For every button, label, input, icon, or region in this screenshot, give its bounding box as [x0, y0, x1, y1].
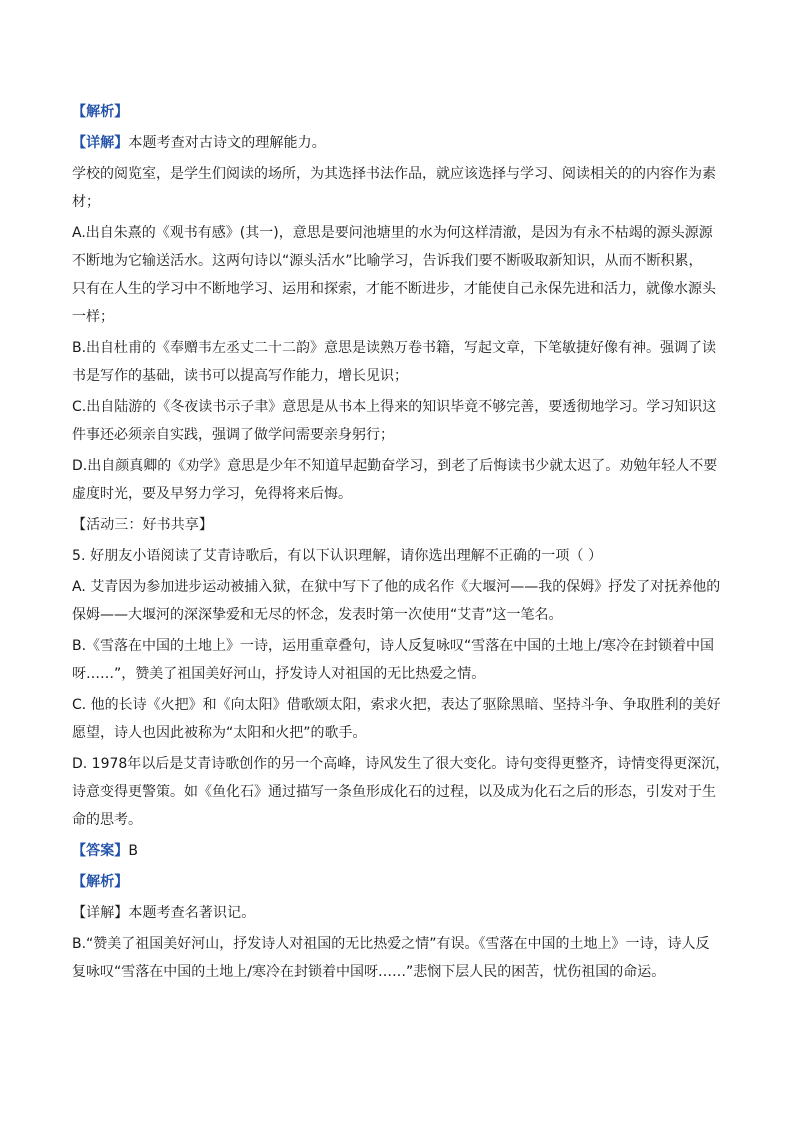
text-line: 材； — [72, 194, 100, 210]
text-line: A.出自朱熹的《观书有感》(其一)，意思是要问池塘里的水为何这样清澈，是因为有永不枯竭的源头源源 — [72, 225, 713, 241]
text-line: 诗意变得更警策。如《鱼化石》通过描写一条鱼形成化石的过程，以及成为化石之后的形态，引发对于生 — [72, 784, 716, 800]
detail-line — [72, 133, 724, 154]
text-line: 愿望，诗人也因此被称为“太阳和火把”的歌手。 — [72, 725, 367, 741]
answer-tag: 【答案】 — [72, 843, 129, 859]
analysis-tag: 【解析】 — [72, 874, 129, 890]
analysis-heading — [72, 102, 724, 123]
text-line: 件事还必须亲自实践，强调了做学问需要亲身躬行； — [72, 427, 394, 443]
text-line: D. 1978年以后是艾青诗歌创作的另一个高峰，诗风发生了很大变化。诗句变得更整齐，诗情变得更深沉， — [72, 756, 730, 772]
question-option-b — [72, 636, 724, 685]
text-line: 复咏叹“雪落在中国的土地上/寒冷在封锁着中国呀……”悲悯下层人民的困苦，忧伤祖国的命运。 — [72, 964, 666, 980]
detail-line-2 — [72, 903, 724, 924]
text-line: A. 艾青因为参加进步运动被捕入狱，在狱中写下了他的成名作《大堰河——我的保姆》抒发了对抚养他的 — [72, 579, 721, 595]
text-line: B.《雪落在中国的土地上》一诗，运用重章叠句，诗人反复咏叹“雪落在中国的土地上/寒冷在封锁着中国 — [72, 638, 715, 654]
text-line: 虚度时光，要及早努力学习，免得将来后悔。 — [72, 486, 352, 502]
text-line: 不断地为它输送活水。这两句诗以“源头活水”比喻学习，告诉我们要不断吸取新知识，从而不断积累， — [72, 253, 703, 269]
text-line: B.“赞美了祖国美好河山，抒发诗人对祖国的无比热爱之情”有误。《雪落在中国的土地上》一诗，诗人反 — [72, 936, 710, 952]
detail-text: 本题考查对古诗文的理解能力。 — [128, 135, 326, 151]
activity-heading — [72, 515, 724, 536]
detail-text: 本题考查名著识记。 — [128, 905, 256, 921]
text-line: 只有在人生的学习中不断地学习、运用和探索，才能不断进步，才能使自己永保先进和活力，就像水源头 — [72, 281, 716, 297]
option-a-analysis — [72, 223, 724, 328]
option-c-analysis — [72, 397, 724, 446]
option-d-analysis — [72, 456, 724, 505]
text-line: C. 他的长诗《火把》和《向太阳》借歌颂太阳，索求火把，表达了驱除黑暗、坚持斗争、争取胜利的美好 — [72, 697, 721, 713]
intro-paragraph — [72, 164, 724, 213]
text-line: 保姆——大堰河的深深挚爱和无尽的怀念，发表时第一次使用“艾青”这一笔名。 — [72, 607, 563, 623]
activity-tag: 【活动三：好书共享】 — [72, 517, 213, 533]
answer-explanation — [72, 934, 724, 983]
text-line: 书是写作的基础，读书可以提高写作能力，增长见识； — [72, 368, 408, 384]
document-page — [72, 102, 730, 993]
text-line: 学校的阅览室，是学生们阅读的场所，为其选择书法作品，就应该选择与学习、阅读相关的的内容作为素 — [72, 166, 716, 182]
text-line: C.出自陆游的《冬夜读书示子聿》意思是从书本上得来的知识毕竟不够完善，要透彻地学习。学习知识这 — [72, 399, 717, 415]
question-option-a — [72, 577, 724, 626]
detail-tag: 【详解】 — [72, 905, 129, 921]
answer-line — [72, 841, 724, 862]
answer-value: B — [128, 843, 139, 859]
analysis-tag: 【解析】 — [72, 104, 129, 120]
analysis-heading-2 — [72, 872, 724, 893]
text-line: D.出自颜真卿的《劝学》意思是少年不知道早起勤奋学习，到老了后悔读书少就太迟了。劝勉年轻人不要 — [72, 458, 718, 474]
text-line: B.出自杜甫的《奉赠韦左丞丈二十二韵》意思是读熟万卷书籍，写起文章，下笔敏捷好像有神。强调了读 — [72, 340, 717, 356]
detail-tag: 【详解】 — [72, 135, 129, 151]
question-option-d — [72, 754, 730, 831]
question-stem: 5. 好朋友小语阅读了艾青诗歌后，有以下认识理解，请你选出理解不正确的一项（ ） — [72, 548, 603, 564]
text-line: 一样； — [72, 309, 114, 325]
option-b-analysis — [72, 338, 724, 387]
text-line: 呀……”，赞美了祖国美好河山，抒发诗人对祖国的无比热爱之情。 — [72, 666, 486, 682]
question-option-c — [72, 695, 724, 744]
text-line: 命的思考。 — [72, 812, 142, 828]
